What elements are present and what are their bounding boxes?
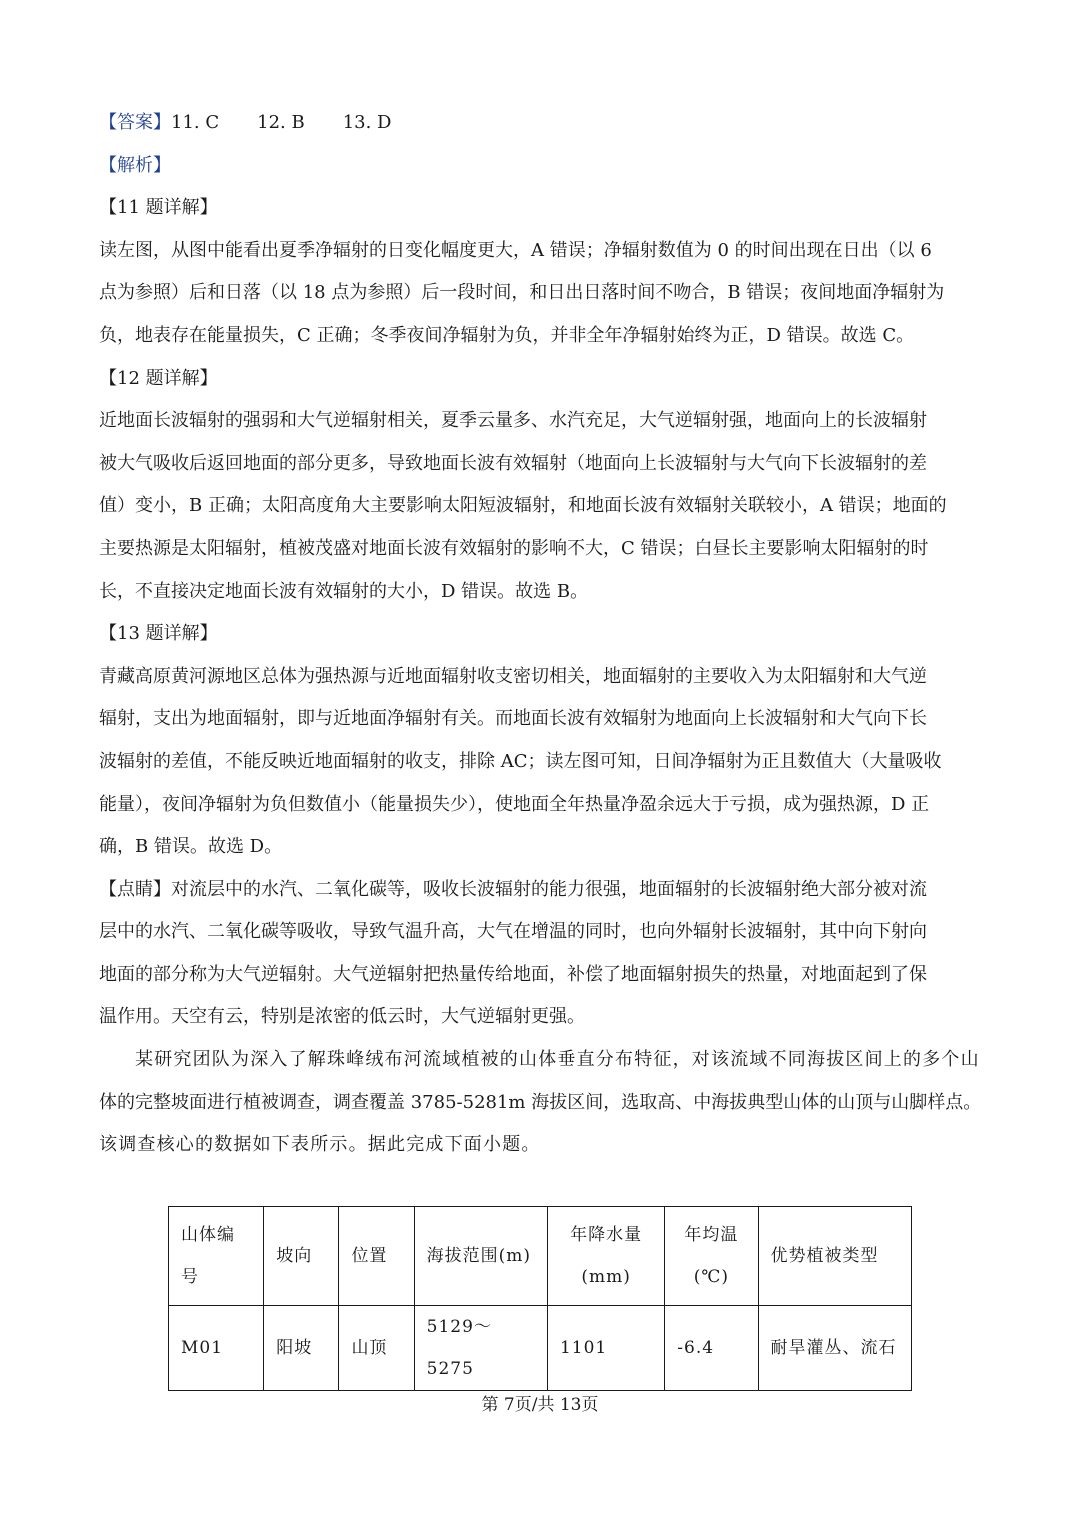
page-footer: 第 7页/共 13页 xyxy=(481,1395,599,1415)
table-row xyxy=(169,1306,912,1391)
analysis-label: 【解析】 xyxy=(99,154,171,176)
q12-line: 被大气吸收后返回地面的部分更多，导致地面长波有效辐射（地面向上长波辐射与大气向下长波辐射的差 xyxy=(99,452,927,474)
answer-13: 13. D xyxy=(342,112,392,133)
tip-line: 层中的水汽、二氧化碳等吸收，导致气温升高，大气在增温的同时，也向外辐射长波辐射，其中向下射向 xyxy=(99,921,927,943)
q13-line: 能量），夜间净辐射为负但数值小（能量损失少），使地面全年热量净盈余远大于亏损，成为强热源，D 正 xyxy=(99,793,930,815)
cell-altitude-range: 5129～5275 xyxy=(414,1306,547,1391)
q11-line: 点为参照）后和日落（以 18 点为参照）后一段时间，和日出日落时间不吻合，B 错误；夜间地面净辐射为 xyxy=(99,282,945,304)
cell-mountain-id: M01 xyxy=(169,1306,264,1391)
answer-12: 12. B xyxy=(257,112,305,133)
cell-precipitation: 1101 xyxy=(547,1306,664,1391)
q13-line: 确，B 错误。故选 D。 xyxy=(99,836,283,858)
tip-label: 【点睛】 xyxy=(99,878,171,900)
tip-first-line xyxy=(99,869,983,912)
intro-line: 某研究团队为深入了解珠峰绒布河流域植被的山体垂直分布特征，对该流域不同海拔区间上的多个山 xyxy=(135,1049,980,1071)
cell-vegetation-type: 耐旱灌丛、流石 xyxy=(758,1306,911,1391)
q12-line: 近地面长波辐射的强弱和大气逆辐射相关，夏季云量多、水汽充足，大气逆辐射强，地面向上的长波辐射 xyxy=(99,410,927,432)
cell-slope-aspect: 阳坡 xyxy=(264,1306,339,1391)
header-cell-precipitation: 年降水量 (mm) xyxy=(547,1207,664,1306)
table-header-row xyxy=(169,1207,912,1306)
q12-heading: 【12 题详解】 xyxy=(99,367,218,389)
answer-label: 【答案】 xyxy=(99,112,171,133)
q12-line: 值）变小，B 正确；太阳高度角大主要影响太阳短波辐射，和地面长波有效辐射关联较小，A 错误；地面的 xyxy=(99,495,947,517)
tip-line: 地面的部分称为大气逆辐射。大气逆辐射把热量传给地面，补偿了地面辐射损失的热量，对地面起到了保 xyxy=(99,963,927,985)
q13-line: 波辐射的差值，不能反映近地面辐射的收支，排除 AC；读左图可知，日间净辐射为正且数值大（大量吸收 xyxy=(99,750,942,772)
header-cell-mountain-id: 山体编 号 xyxy=(169,1207,264,1306)
q12-line: 主要热源是太阳辐射，植被茂盛对地面长波有效辐射的影响不大，C 错误；白昼长主要影响太阳辐射的时 xyxy=(99,537,929,559)
header-cell-slope-aspect: 坡向 xyxy=(264,1207,339,1306)
intro-line: 体的完整坡面进行植被调查，调查覆盖 3785-5281m 海拔区间，选取高、中海拔典型山体的山顶与山脚样点。 xyxy=(99,1091,982,1113)
q11-line: 读左图，从图中能看出夏季净辐射的日变化幅度更大，A 错误；净辐射数值为 0 的时间出现在日出（以 6 xyxy=(99,239,932,261)
q11-line: 负，地表存在能量损失，C 正确；冬季夜间净辐射为负，并非全年净辐射始终为正，D 错误。故选 C。 xyxy=(99,324,915,346)
header-cell-altitude-range: 海拔范围(m) xyxy=(414,1207,547,1306)
answer-11: 11. C xyxy=(171,112,220,133)
vegetation-data-table xyxy=(168,1206,912,1391)
q13-line: 辐射，支出为地面辐射，即与近地面净辐射有关。而地面长波有效辐射为地面向上长波辐射和大气向下长 xyxy=(99,708,927,730)
q11-heading: 【11 题详解】 xyxy=(99,197,218,219)
header-cell-mean-temperature: 年均温 (℃) xyxy=(665,1207,758,1306)
q13-line: 青藏高原黄河源地区总体为强热源与近地面辐射收支密切相关，地面辐射的主要收入为太阳辐射和大气逆 xyxy=(99,665,927,687)
header-cell-vegetation-type: 优势植被类型 xyxy=(758,1207,911,1306)
intro-line: 该调查核心的数据如下表所示。据此完成下面小题。 xyxy=(99,1134,541,1156)
cell-mean-temperature: -6.4 xyxy=(665,1306,758,1391)
header-cell-position: 位置 xyxy=(339,1207,414,1306)
cell-position: 山顶 xyxy=(339,1306,414,1391)
answer-line xyxy=(99,102,983,145)
tip-line: 温作用。天空有云，特别是浓密的低云时，大气逆辐射更强。 xyxy=(99,1006,585,1028)
q12-line: 长，不直接决定地面长波有效辐射的大小，D 错误。故选 B。 xyxy=(99,580,589,602)
q13-heading: 【13 题详解】 xyxy=(99,623,218,645)
tip-text: 对流层中的水汽、二氧化碳等，吸收长波辐射的能力很强，地面辐射的长波辐射绝大部分被对流 xyxy=(171,878,927,900)
page-content xyxy=(99,102,983,1167)
